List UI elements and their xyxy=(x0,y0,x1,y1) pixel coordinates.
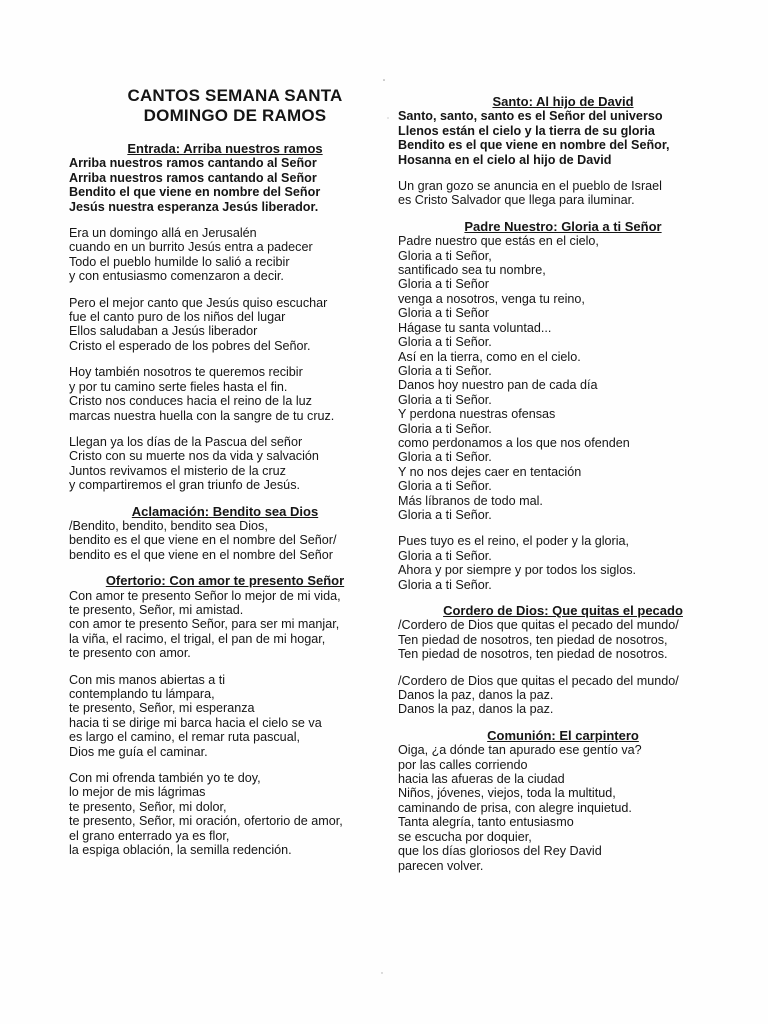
lyric-line: Bendito el que viene en nombre del Señor xyxy=(69,185,321,200)
lyric-line: es largo el camino, el remar ruta pascual, xyxy=(69,730,300,745)
lyric-line: Gloria a ti Señor, xyxy=(398,248,492,263)
lyric-line: te presento, Señor, mi oración, ofertorio de amor, xyxy=(69,814,343,829)
lyric-line: Con amor te presento Señor lo mejor de mi vida, xyxy=(69,588,341,603)
lyric-line: venga a nosotros, venga tu reino, xyxy=(398,291,585,306)
lyric-line: Gloria a ti Señor. xyxy=(398,577,492,592)
lyric-line: Gloria a ti Señor. xyxy=(398,363,492,378)
section-title: Ofertorio: Con amor te presento Señor xyxy=(105,573,345,589)
stanza xyxy=(398,179,728,208)
right-sections xyxy=(398,95,728,873)
lyric-line: como perdonamos a los que nos ofenden xyxy=(398,435,630,450)
lyric-line: la viña, el racimo, el trigal, el pan de mi hogar, xyxy=(69,631,326,646)
scan-speck xyxy=(381,972,382,973)
stanza xyxy=(398,534,728,592)
section-title: Santo: Al hijo de David xyxy=(492,94,634,109)
section-title: Padre Nuestro: Gloria a ti Señor xyxy=(464,218,662,234)
lyric-line: Ten piedad de nosotros, ten piedad de nosotros, xyxy=(398,632,668,647)
lyric-line: Gloria a ti Señor. xyxy=(398,392,492,407)
lyric-line: Danos la paz, danos la paz. xyxy=(398,702,554,717)
stanza xyxy=(398,674,728,717)
lyric-line: Danos la paz, danos la paz. xyxy=(398,688,554,703)
lyric-line: Arriba nuestros ramos cantando al Señor xyxy=(69,170,317,185)
lyric-line: Ten piedad de nosotros, ten piedad de nosotros. xyxy=(398,647,668,662)
stanza xyxy=(398,234,728,522)
song-section xyxy=(398,179,728,208)
lyric-line: por las calles corriendo xyxy=(398,757,528,772)
lyric-line: Cristo nos conduces hacia el reino de la luz xyxy=(69,394,312,409)
stanza xyxy=(69,673,381,759)
left-sections xyxy=(69,142,381,857)
left-column xyxy=(69,86,381,869)
stanza xyxy=(69,435,381,493)
lyric-line: Gloria a ti Señor xyxy=(398,306,489,321)
lyric-line: lo mejor de mis lágrimas xyxy=(69,785,206,800)
lyric-line: y por tu camino serte fieles hasta el fin. xyxy=(69,379,288,394)
lyric-line: Arriba nuestros ramos cantando al Señor xyxy=(69,156,317,171)
page-title-line: DOMINGO DE RAMOS xyxy=(143,106,327,125)
lyric-line: parecen volver. xyxy=(398,858,484,873)
song-section xyxy=(398,604,728,717)
lyric-line: Jesús nuestra esperanza Jesús liberador. xyxy=(69,199,319,214)
lyric-line: fue el canto puro de los niños del lugar xyxy=(69,310,286,325)
lyric-line: Y perdona nuestras ofensas xyxy=(398,407,556,422)
song-section xyxy=(398,220,728,592)
lyric-line: la espiga oblación, la semilla redención. xyxy=(69,843,292,858)
lyric-line: Danos hoy nuestro pan de cada día xyxy=(398,378,598,393)
lyric-line: Gloria a ti Señor. xyxy=(398,421,492,436)
lyric-line: es Cristo Salvador que llega para iluminar. xyxy=(398,193,635,208)
lyric-line: el grano enterrado ya es flor, xyxy=(69,828,230,843)
lyric-line: te presento, Señor, mi amistad. xyxy=(69,602,244,617)
lyric-line: Hoy también nosotros te queremos recibir xyxy=(69,365,303,380)
lyric-line: Era un domingo allá en Jerusalén xyxy=(69,226,257,241)
lyric-line: te presento, Señor, mi dolor, xyxy=(69,799,227,814)
lyric-line: Ellos saludaban a Jesús liberador xyxy=(69,324,258,339)
lyric-line: hacia las afueras de la ciudad xyxy=(398,772,565,787)
lyric-line: Llegan ya los días de la Pascua del señor xyxy=(69,434,303,449)
lyric-line: Y no nos dejes caer en tentación xyxy=(398,464,582,479)
stanza xyxy=(69,296,381,354)
stanza xyxy=(69,365,381,423)
lyric-line: Con mis manos abiertas a ti xyxy=(69,672,226,687)
lyric-line: Santo, santo, santo es el Señor del universo xyxy=(398,109,663,124)
lyric-line: Ahora y por siempre y por todos los siglos. xyxy=(398,563,636,578)
lyric-line: y con entusiasmo comenzaron a decir. xyxy=(69,269,284,284)
stanza xyxy=(398,618,728,661)
song-section xyxy=(69,226,381,493)
lyric-line: Cristo con su muerte nos da vida y salvación xyxy=(69,449,319,464)
lyric-line: te presento, Señor, mi esperanza xyxy=(69,701,255,716)
song-section xyxy=(398,95,728,167)
lyric-line: Juntos revivamos el misterio de la cruz xyxy=(69,463,286,478)
lyric-line: Más líbranos de todo mal. xyxy=(398,493,543,508)
lyric-line: caminando de prisa, con alegre inquietud. xyxy=(398,800,632,815)
lyric-line: Bendito es el que viene en nombre del Señor, xyxy=(398,138,670,153)
lyric-line: Dios me guía el caminar. xyxy=(69,744,208,759)
stanza xyxy=(69,156,381,214)
right-column xyxy=(398,95,728,885)
section-title: Entrada: Arriba nuestros ramos xyxy=(127,141,323,156)
song-section xyxy=(69,142,381,214)
lyric-line: /Bendito, bendito, bendito sea Dios, xyxy=(69,518,268,533)
stanza xyxy=(398,109,728,167)
lyric-line: contemplando tu lámpara, xyxy=(69,687,215,701)
song-section xyxy=(69,505,381,563)
song-section xyxy=(398,729,728,873)
lyric-line: que los días gloriosos del Rey David xyxy=(398,844,602,859)
scan-speck xyxy=(383,79,385,81)
section-title: Comunión: El carpintero xyxy=(487,727,639,743)
lyric-line: Oiga, ¿a dónde tan apurado ese gentío va? xyxy=(398,743,642,758)
lyric-line: se escucha por doquier, xyxy=(398,829,532,844)
stanza xyxy=(69,771,381,857)
stanza xyxy=(69,589,381,661)
lyric-line: Pero el mejor canto que Jesús quiso escuchar xyxy=(69,295,328,310)
lyric-line: Hosanna en el cielo al hijo de David xyxy=(398,152,612,167)
lyric-line: cuando en un burrito Jesús entra a padecer xyxy=(69,240,313,255)
stanza xyxy=(69,226,381,284)
lyric-line: /Cordero de Dios que quitas el pecado del mundo/ xyxy=(398,618,679,633)
lyric-line: te presento con amor. xyxy=(69,646,191,661)
lyric-line: Todo el pueblo humilde lo salió a recibir xyxy=(69,254,290,269)
lyric-line: Tanta alegría, tanto entusiasmo xyxy=(398,815,574,830)
stanza xyxy=(398,743,728,873)
lyric-line: bendito es el que viene en el nombre del Señor xyxy=(69,547,333,562)
lyric-line: Gloria a ti Señor. xyxy=(398,450,492,465)
lyric-line: /Cordero de Dios que quitas el pecado del mundo/ xyxy=(398,673,679,688)
page-title-line: CANTOS SEMANA SANTA xyxy=(127,86,343,105)
lyric-line: Cristo el esperado de los pobres del Señor. xyxy=(69,338,311,353)
lyric-line: Con mi ofrenda también yo te doy, xyxy=(69,771,261,786)
song-section xyxy=(69,574,381,857)
lyric-line: Pues tuyo es el reino, el poder y la gloria, xyxy=(398,534,630,549)
lyric-line: Llenos están el cielo y la tierra de su gloria xyxy=(398,123,655,138)
lyric-line: marcas nuestra huella con la sangre de tu cruz. xyxy=(69,408,335,423)
lyric-line: con amor te presento Señor, para ser mi manjar, xyxy=(69,617,340,632)
lyric-line: hacia ti se dirige mi barca hacia el cielo se va xyxy=(69,715,322,730)
lyric-line: Un gran gozo se anuncia en el pueblo de Israel xyxy=(398,179,662,194)
lyric-line: santificado sea tu nombre, xyxy=(398,263,546,278)
scan-speck xyxy=(387,117,388,118)
lyric-line: Hágase tu santa voluntad... xyxy=(398,320,552,335)
section-title: Cordero de Dios: Que quitas el pecado xyxy=(443,603,683,618)
lyric-line: Gloria a ti Señor xyxy=(398,277,489,292)
page-title xyxy=(69,86,381,126)
lyric-line: Gloria a ti Señor. xyxy=(398,335,492,350)
lyric-line: Niños, jóvenes, viejos, toda la multitud, xyxy=(398,786,616,801)
section-title: Aclamación: Bendito sea Dios xyxy=(131,503,319,519)
lyric-line: Gloria a ti Señor. xyxy=(398,548,492,563)
lyric-line: Así en la tierra, como en el cielo. xyxy=(398,349,581,364)
lyric-line: Gloria a ti Señor. xyxy=(398,507,492,522)
stanza xyxy=(69,519,381,562)
lyric-line: bendito es el que viene en el nombre del Señor/ xyxy=(69,533,337,548)
lyric-line: Gloria a ti Señor. xyxy=(398,479,492,494)
lyric-line: Padre nuestro que estás en el cielo, xyxy=(398,234,599,249)
lyric-line: y compartiremos el gran triunfo de Jesús. xyxy=(69,478,300,493)
